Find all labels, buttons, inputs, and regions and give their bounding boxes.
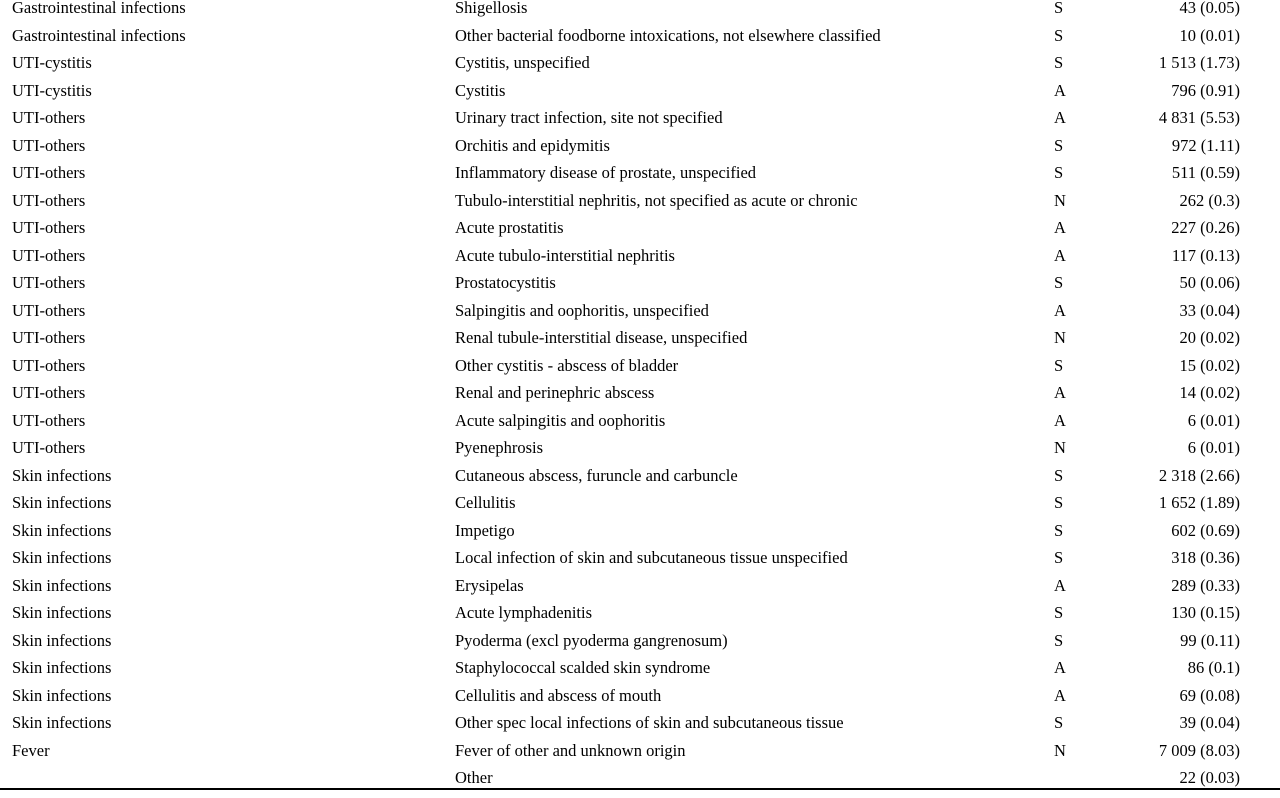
table-row	[0, 770, 1280, 798]
class-cell: A	[1054, 383, 1066, 402]
group-cell: Skin infections	[12, 603, 112, 622]
diagnosis-cell: Tubulo-interstitial nephritis, not specified as acute or chronic	[455, 190, 858, 210]
diagnosis-cell: Local infection of skin and subcutaneous tissue unspecified	[455, 548, 848, 567]
count-cell: 6 (0.01)	[1187, 410, 1240, 430]
count-cell: 10 (0.01)	[1179, 25, 1240, 45]
diagnosis-cell: Prostatocystitis	[455, 273, 556, 292]
table-row	[0, 135, 1280, 166]
count-cell: 972 (1.11)	[1171, 135, 1240, 155]
count-cell: 511 (0.59)	[1171, 163, 1240, 182]
diagnosis-cell: Pyoderma (excl pyoderma gangrenosum)	[455, 630, 728, 650]
group-cell: Skin infections	[12, 520, 112, 540]
table-row	[0, 80, 1280, 111]
count-cell: 262 (0.3)	[1179, 190, 1240, 210]
diagnosis-cell: Renal and perinephric abscess	[455, 383, 655, 402]
diagnosis-cell: Inflammatory disease of prostate, unspecified	[455, 163, 757, 182]
table-row	[0, 55, 1280, 83]
count-cell: 318 (0.36)	[1171, 548, 1240, 567]
diagnosis-cell: Pyenephrosis	[455, 438, 543, 457]
group-cell: Skin infections	[12, 493, 112, 512]
group-cell: UTI-others	[12, 438, 86, 457]
diagnosis-cell: Cellulitis and abscess of mouth	[455, 685, 662, 705]
diagnosis-cell: Orchitis and epidymitis	[455, 135, 610, 155]
group-cell: UTI-others	[12, 108, 86, 127]
group-cell: UTI-others	[12, 410, 86, 430]
count-cell: 86 (0.1)	[1187, 658, 1240, 677]
class-cell: A	[1054, 245, 1066, 265]
diagnosis-cell: Impetigo	[455, 520, 515, 540]
group-cell: Skin infections	[12, 465, 112, 485]
table-row	[0, 660, 1280, 688]
class-cell: S	[1054, 548, 1064, 567]
diagnosis-cell: Acute prostatitis	[455, 218, 564, 237]
group-cell: Fever	[12, 740, 50, 760]
group-cell: UTI-others	[12, 355, 86, 375]
group-cell: Skin infections	[12, 713, 112, 732]
count-cell: 50 (0.06)	[1179, 273, 1240, 292]
table-row	[0, 495, 1280, 523]
count-cell: 227 (0.26)	[1171, 218, 1240, 237]
group-cell: UTI-others	[12, 245, 86, 265]
group-cell: UTI-others	[12, 383, 86, 402]
table-row	[0, 605, 1280, 633]
count-cell: 289 (0.33)	[1171, 575, 1240, 595]
count-cell: 22 (0.03)	[1179, 768, 1240, 787]
count-cell: 43 (0.05)	[1179, 0, 1240, 17]
class-cell: S	[1054, 713, 1064, 732]
class-cell: S	[1054, 465, 1064, 485]
group-cell: UTI-others	[12, 328, 86, 347]
group-cell: Gastrointestinal infections	[12, 25, 186, 45]
diagnosis-cell: Cutaneous abscess, furuncle and carbuncle	[455, 465, 738, 485]
class-cell: S	[1054, 355, 1064, 375]
class-cell: A	[1054, 685, 1066, 705]
table-row	[0, 165, 1280, 193]
class-cell: S	[1054, 520, 1064, 540]
class-cell: A	[1054, 410, 1066, 430]
diagnosis-cell: Cystitis, unspecified	[455, 53, 590, 72]
class-cell: A	[1054, 300, 1066, 320]
diagnosis-cell: Cellulitis	[455, 493, 516, 512]
table-row	[0, 410, 1280, 441]
class-cell: S	[1054, 273, 1064, 292]
class-cell: A	[1054, 108, 1066, 127]
diagnosis-cell: Erysipelas	[455, 575, 524, 595]
table-row	[0, 355, 1280, 386]
group-cell: UTI-others	[12, 218, 86, 237]
table-row	[0, 220, 1280, 248]
class-cell: S	[1054, 603, 1064, 622]
table-row	[0, 440, 1280, 468]
count-cell: 1 652 (1.89)	[1158, 493, 1240, 512]
count-cell: 15 (0.02)	[1179, 355, 1240, 375]
table-row	[0, 630, 1280, 661]
class-cell: A	[1054, 575, 1066, 595]
count-cell: 796 (0.91)	[1171, 80, 1240, 100]
group-cell: UTI-others	[12, 300, 86, 320]
count-cell: 39 (0.04)	[1179, 713, 1240, 732]
group-cell: UTI-others	[12, 163, 86, 182]
diagnosis-cell: Shigellosis	[455, 0, 528, 17]
table-row	[0, 275, 1280, 303]
count-cell: 99 (0.11)	[1180, 630, 1240, 650]
diagnosis-cell: Cystitis	[455, 80, 506, 100]
table-row	[0, 190, 1280, 221]
count-cell: 33 (0.04)	[1179, 300, 1240, 320]
group-cell: Skin infections	[12, 658, 112, 677]
diagnosis-cell: Acute tubulo-interstitial nephritis	[455, 245, 675, 265]
table-row	[0, 465, 1280, 496]
class-cell: A	[1054, 218, 1066, 237]
group-cell: Gastrointestinal infections	[12, 0, 186, 17]
class-cell: N	[1054, 740, 1066, 760]
count-cell: 6 (0.01)	[1187, 438, 1240, 457]
count-cell: 69 (0.08)	[1179, 685, 1240, 705]
table-bottom-rule	[0, 788, 1280, 790]
diagnosis-cell: Urinary tract infection, site not specified	[455, 108, 723, 127]
group-cell: UTI-cystitis	[12, 53, 92, 72]
class-cell: S	[1054, 135, 1064, 155]
diagnosis-cell: Other bacterial foodborne intoxications, not elsewhere classified	[455, 25, 881, 45]
class-cell: A	[1054, 80, 1066, 100]
table-row	[0, 685, 1280, 716]
count-cell: 14 (0.02)	[1179, 383, 1240, 402]
table-row	[0, 245, 1280, 276]
class-cell: S	[1054, 163, 1064, 182]
group-cell: UTI-cystitis	[12, 80, 92, 100]
diagnosis-cell: Staphylococcal scalded skin syndrome	[455, 658, 711, 677]
table-row	[0, 550, 1280, 578]
class-cell: S	[1054, 53, 1064, 72]
class-cell: S	[1054, 0, 1064, 17]
table-row	[0, 385, 1280, 413]
diagnosis-cell: Fever of other and unknown origin	[455, 740, 686, 760]
diagnosis-cell: Acute lymphadenitis	[455, 603, 593, 622]
table-row	[0, 300, 1280, 331]
class-cell: S	[1054, 630, 1064, 650]
diagnosis-cell: Acute salpingitis and oophoritis	[455, 410, 666, 430]
group-cell: UTI-others	[12, 190, 86, 210]
table-row	[0, 520, 1280, 551]
class-cell: N	[1054, 328, 1066, 347]
class-cell: N	[1054, 190, 1066, 210]
count-cell: 4 831 (5.53)	[1158, 108, 1240, 127]
count-cell: 602 (0.69)	[1171, 520, 1240, 540]
count-cell: 1 513 (1.73)	[1158, 53, 1240, 72]
count-cell: 20 (0.02)	[1179, 328, 1240, 347]
group-cell: Skin infections	[12, 575, 112, 595]
group-cell: Skin infections	[12, 685, 112, 705]
count-cell: 2 318 (2.66)	[1158, 465, 1240, 485]
table-row	[0, 740, 1280, 771]
diagnosis-cell: Other	[455, 768, 493, 787]
class-cell: A	[1054, 658, 1066, 677]
class-cell: N	[1054, 438, 1066, 457]
class-cell: S	[1054, 493, 1064, 512]
count-cell: 7 009 (8.03)	[1158, 740, 1240, 760]
diagnosis-cell: Other spec local infections of skin and subcutaneous tissue	[455, 713, 844, 732]
group-cell: Skin infections	[12, 630, 112, 650]
class-cell: S	[1054, 25, 1064, 45]
count-cell: 130 (0.15)	[1171, 603, 1240, 622]
table-row	[0, 110, 1280, 138]
count-cell: 117 (0.13)	[1171, 245, 1240, 265]
diagnosis-cell: Other cystitis - abscess of bladder	[455, 355, 679, 375]
table-row	[0, 0, 1280, 28]
diagnosis-cell: Salpingitis and oophoritis, unspecified	[455, 300, 709, 320]
group-cell: Skin infections	[12, 548, 112, 567]
table-row	[0, 25, 1280, 56]
table-row	[0, 330, 1280, 358]
table-row	[0, 715, 1280, 743]
table-row	[0, 575, 1280, 606]
group-cell: UTI-others	[12, 135, 86, 155]
group-cell: UTI-others	[12, 273, 86, 292]
diagnosis-cell: Renal tubule-interstitial disease, unspecified	[455, 328, 748, 347]
